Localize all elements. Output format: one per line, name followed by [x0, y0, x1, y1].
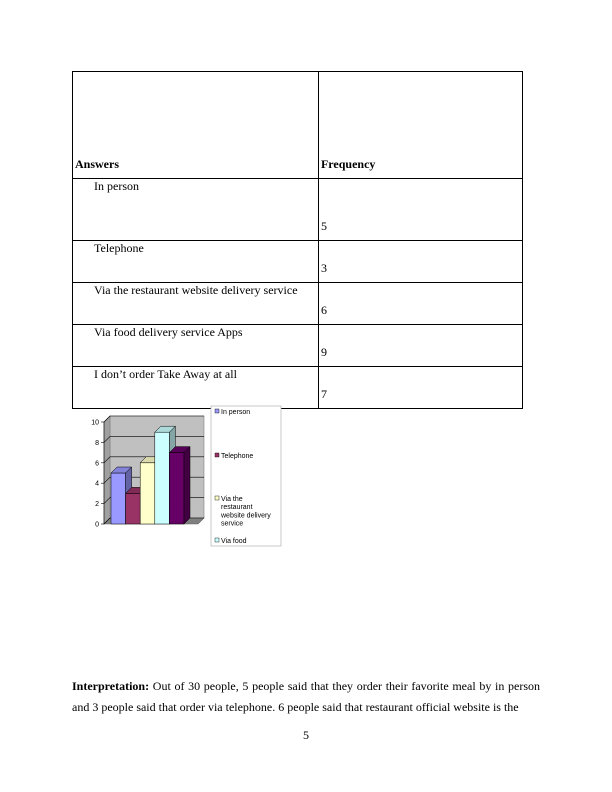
table-row	[73, 241, 523, 283]
legend-swatch	[215, 538, 219, 542]
bar-front	[140, 463, 155, 524]
y-tick-label: 6	[95, 460, 99, 468]
answer-cell: I don’t order Take Away at all	[73, 367, 319, 409]
y-tick-label: 2	[95, 501, 99, 509]
legend-label-line: Via food	[221, 538, 247, 545]
interpretation-text: Out of 30 people, 5 people said that they order their favorite meal by in person and 3 people said that order via telephone. 6 people said that restaurant official website is the	[72, 679, 540, 714]
y-tick-label: 10	[91, 419, 99, 427]
frequency-value: 9	[320, 345, 327, 359]
y-tick-label: 0	[95, 521, 99, 529]
table-row	[73, 179, 523, 241]
frequency-header: Frequency	[318, 72, 522, 179]
bar-front	[111, 473, 126, 524]
bar	[169, 447, 190, 524]
answer-cell: Via food delivery service Apps	[73, 325, 319, 367]
interpretation-paragraph	[72, 676, 540, 718]
legend-label	[221, 453, 253, 460]
legend-label-line: service	[221, 520, 244, 528]
answer-cell: Via the restaurant website delivery service	[73, 283, 319, 325]
table-row	[73, 283, 523, 325]
bar-front	[155, 432, 170, 524]
legend-label-line: Telephone	[221, 453, 254, 460]
legend-label	[221, 409, 250, 416]
frequency-value: 6	[320, 303, 327, 317]
answer-cell: In person	[73, 179, 319, 241]
answers-header: Answers	[73, 72, 319, 179]
legend-label-line: Via the	[221, 496, 243, 503]
frequency-cell	[318, 241, 522, 283]
frequency-cell	[318, 367, 522, 409]
legend-label-line: restaurant	[221, 504, 253, 512]
bar-front	[126, 493, 141, 524]
plot-side-wall	[104, 416, 110, 524]
page-number: 5	[303, 728, 309, 742]
table-row	[73, 325, 523, 367]
y-axis-ticks	[91, 420, 104, 529]
answers-frequency-table	[72, 71, 523, 409]
frequency-value: 5	[320, 219, 327, 233]
bar-front	[169, 453, 184, 524]
y-tick-label: 8	[95, 439, 99, 447]
legend-swatch	[215, 496, 219, 500]
legend-label-line: website delivery	[221, 512, 271, 520]
answer-cell: Telephone	[73, 241, 319, 283]
legend-label-line: In person	[221, 409, 251, 416]
bar-side	[184, 447, 190, 524]
frequency-value: 3	[320, 261, 327, 275]
frequency-cell	[318, 325, 522, 367]
frequency-value: 7	[320, 387, 327, 401]
answers-bar-chart	[72, 403, 284, 548]
legend-label	[221, 538, 247, 545]
interpretation-label: Interpretation:	[72, 679, 150, 693]
frequency-cell	[318, 179, 522, 241]
frequency-cell	[318, 283, 522, 325]
y-tick-label: 4	[95, 480, 99, 488]
table-header-row	[73, 72, 523, 179]
legend-swatch	[215, 409, 219, 413]
legend-swatch	[215, 453, 219, 457]
